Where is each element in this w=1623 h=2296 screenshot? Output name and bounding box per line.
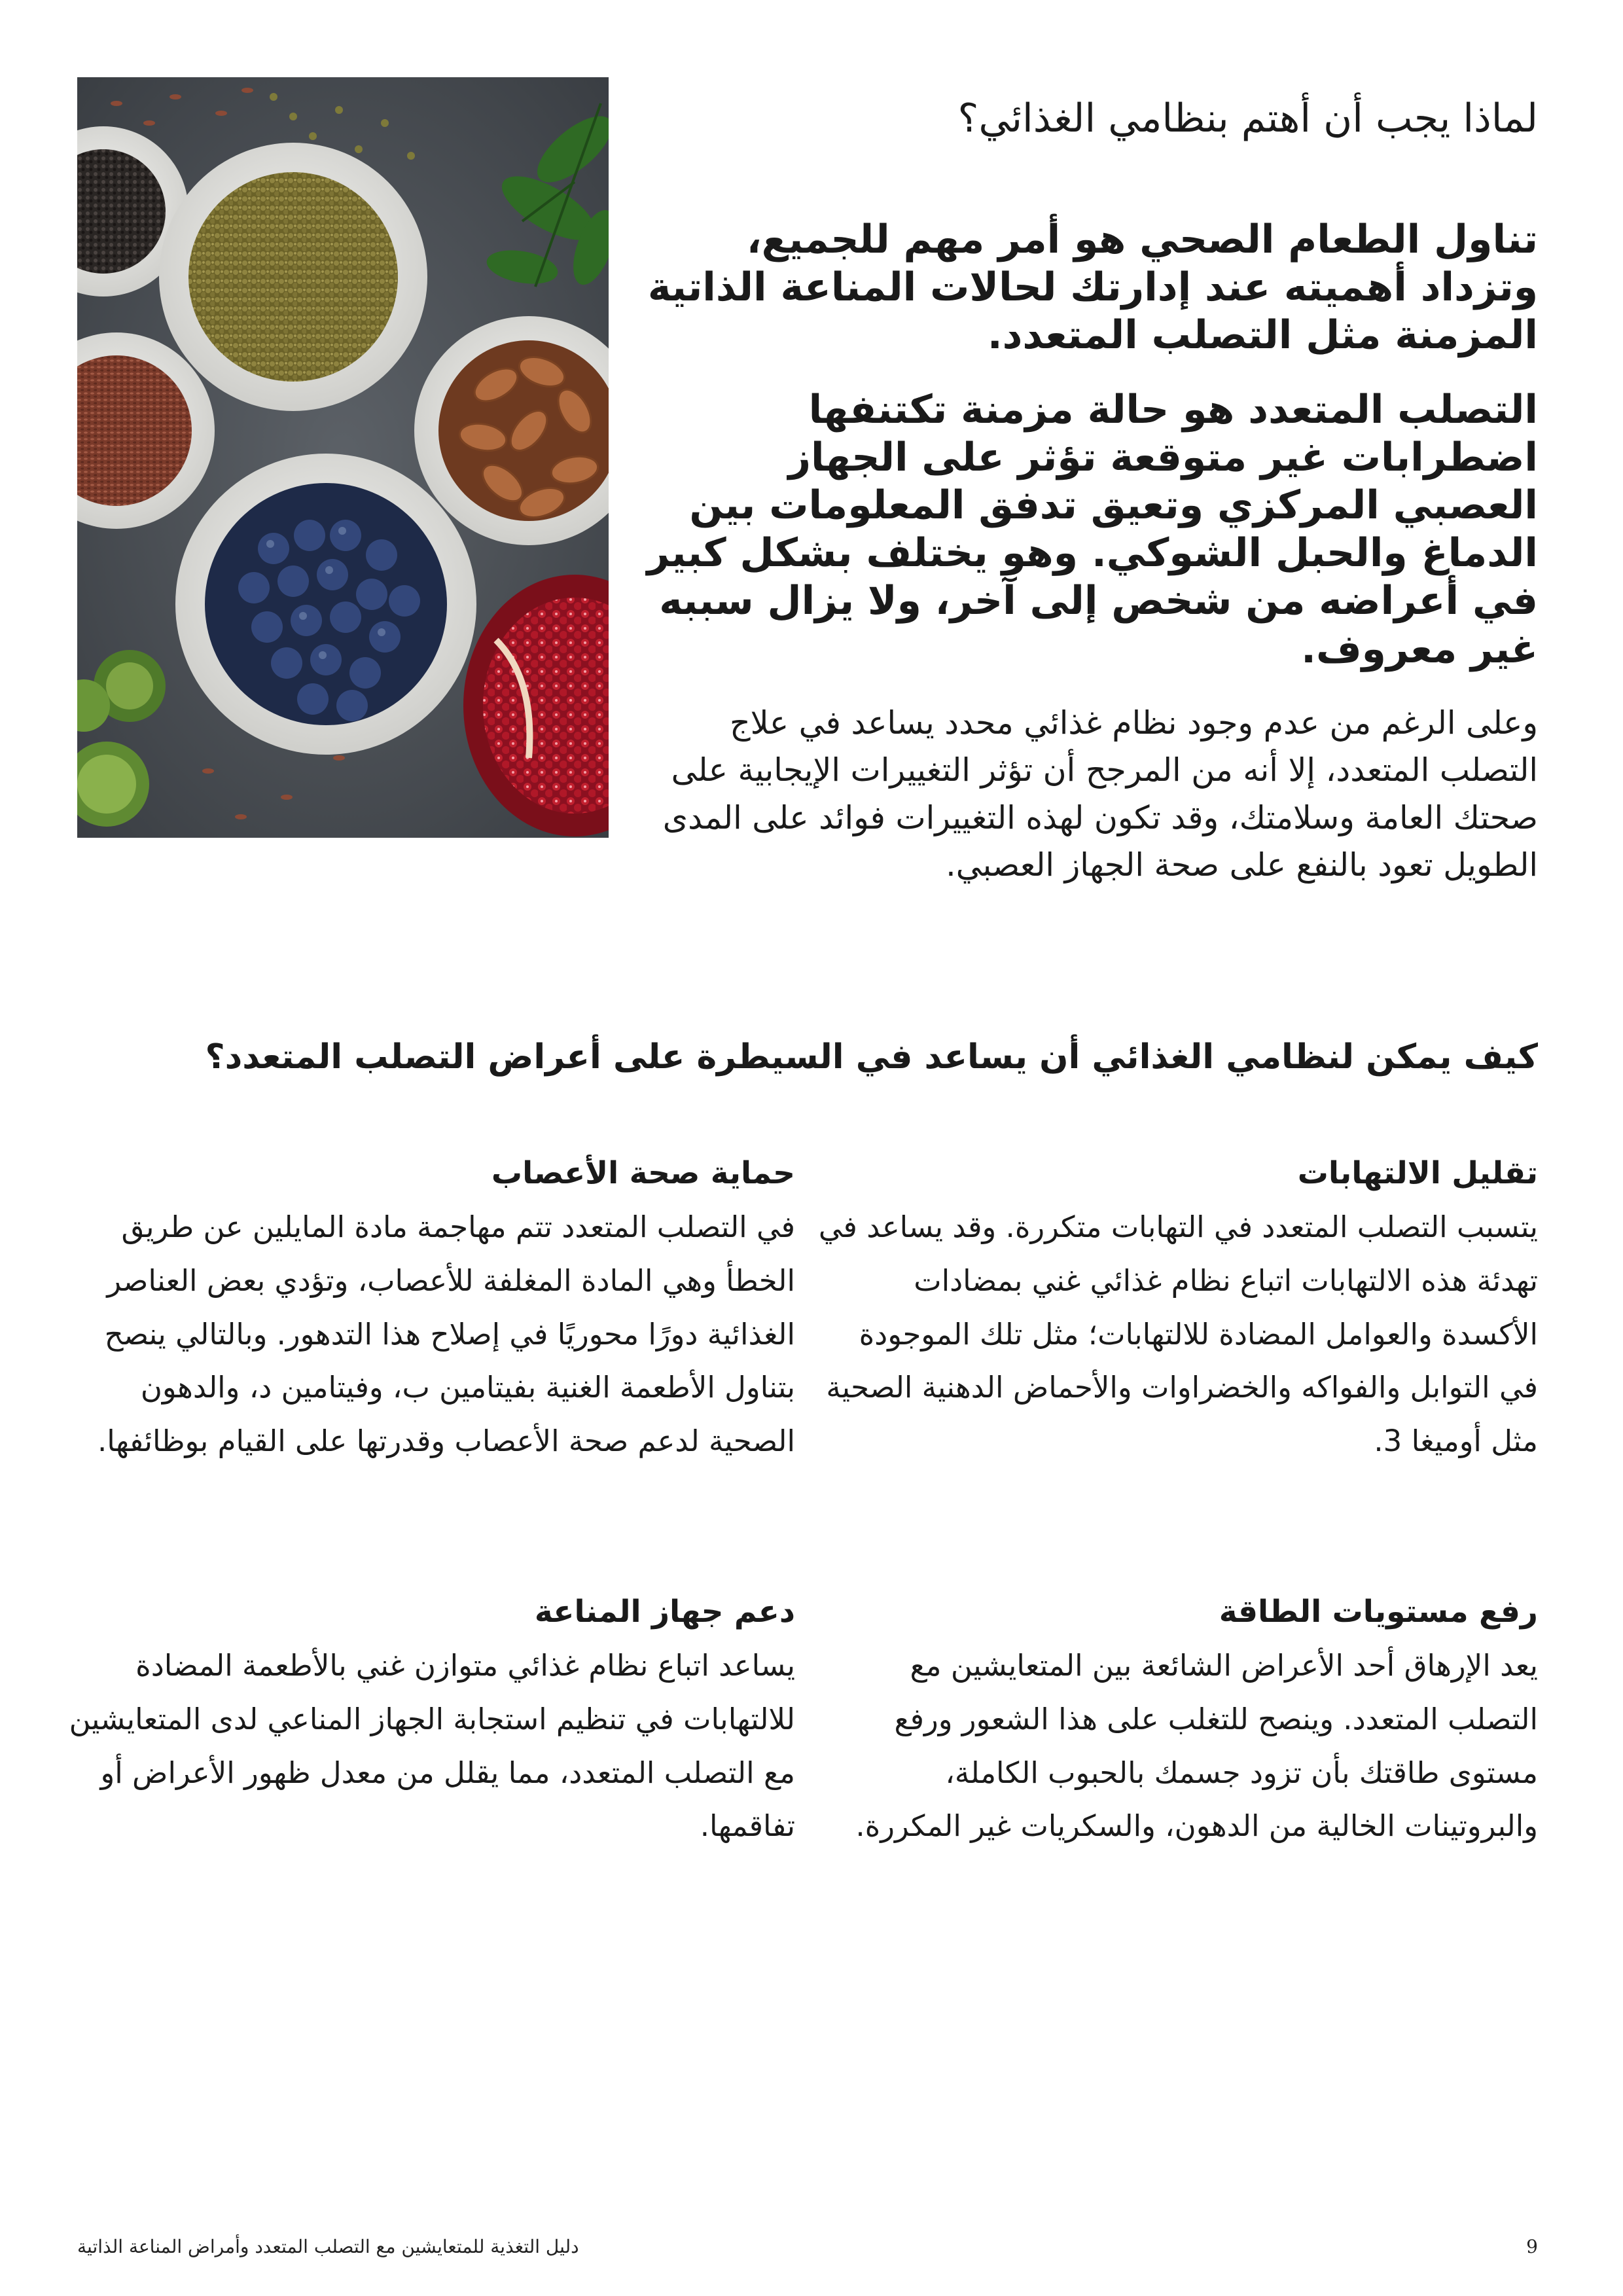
card-text: يتسبب التصلب المتعدد في التهابات متكررة. وقد يساعد في تهدئة هذه الالتهابات اتباع نظام غذائي غني بمضادات الأكسدة والعوامل المضادة للالتهابات؛ مثل تلك الموجودة في التوابل والفواكه والخضراوات والأحماض الدهنية الصحية مثل أوميغا 3. [818,1209,1538,1459]
lead-paragraph-1: تناول الطعام الصحي هو أمر مهم للجميع، وتزداد أهميته عند إدارتك لحالات المناعة الذاتية المزمنة مثل التصلب المتعدد. [647,217,1538,359]
food-photo [77,77,609,838]
card-immune-support [69,1590,795,1853]
card-reduce-inflammation [812,1152,1538,1468]
card-text: في التصلب المتعدد تتم مهاجمة مادة المايلين عن طريق الخطأ وهي المادة المغلفة للأعصاب، وتؤدي بعض العناصر الغذائية دورًا محوريًا في إصلاح هذا التدهور. وبالتالي ينصح بتناول الأطعمة الغنية بفيتامين ب، وفيتامين د، والدهون الصحية لدعم صحة الأعصاب وقدرتها على القيام بوظائفها. [97,1209,795,1459]
card-text: يعد الإرهاق أحد الأعراض الشائعة بين المتعايشين مع التصلب المتعدد. وينصح للتغلب على هذا الشعور ورفع مستوى طاقتك بأن تزود جسمك بالحبوب الكاملة، والبروتينات الخالية من الدهون، والسكريات غير المكررة. [855,1647,1538,1844]
page-title: لماذا يجب أن أهتم بنظامي الغذائي؟ [957,96,1538,141]
footer-document-title: دليل التغذية للمتعايشين مع التصلب المتعدد وأمراض المناعة الذاتية [77,2236,579,2257]
intro-body-paragraph: وعلى الرغم من عدم وجود نظام غذائي محدد يساعد في علاج التصلب المتعدد، إلا أنه من المرجح أن تؤثر التغييرات الإيجابية على صحتك العامة وسلامتك، وقد تكون لهذه التغييرات فوائد على المدى الطويل تعود بالنفع على صحة الجهاز العصبي. [662,704,1538,884]
card-title: دعم جهاز المناعة [534,1594,795,1630]
card-protect-nerves [69,1152,795,1468]
section-heading: كيف يمكن لنظامي الغذائي أن يساعد في السيطرة على أعراض التصلب المتعدد؟ [205,1037,1538,1077]
card-title: تقليل الالتهابات [1297,1155,1538,1191]
card-text: يساعد اتباع نظام غذائي متوازن غني بالأطعمة المضادة للالتهابات في تنظيم استجابة الجهاز المناعي لدى المتعايشين مع التصلب المتعدد، مما يقلل من معدل ظهور الأعراض أو تفاقمها. [69,1647,795,1844]
card-energy-levels [812,1590,1538,1853]
page-number: 9 [1526,2236,1538,2257]
page-footer [77,2236,1538,2262]
intro-section [638,77,1538,889]
card-title: حماية صحة الأعصاب [491,1155,795,1191]
lead-paragraph-2: التصلب المتعدد هو حالة مزمنة تكتنفها اضطرابات غير متوقعة تؤثر على الجهاز العصبي المركزي وتعيق تدفق المعلومات بين الدماغ والحبل الشوكي. وهو يختلف بشكل كبير في أعراضه من شخص إلى آخر، ولا يزال سببه غير معروف. [647,386,1538,672]
food-illustration [77,77,609,838]
card-title: رفع مستويات الطاقة [1219,1594,1538,1630]
